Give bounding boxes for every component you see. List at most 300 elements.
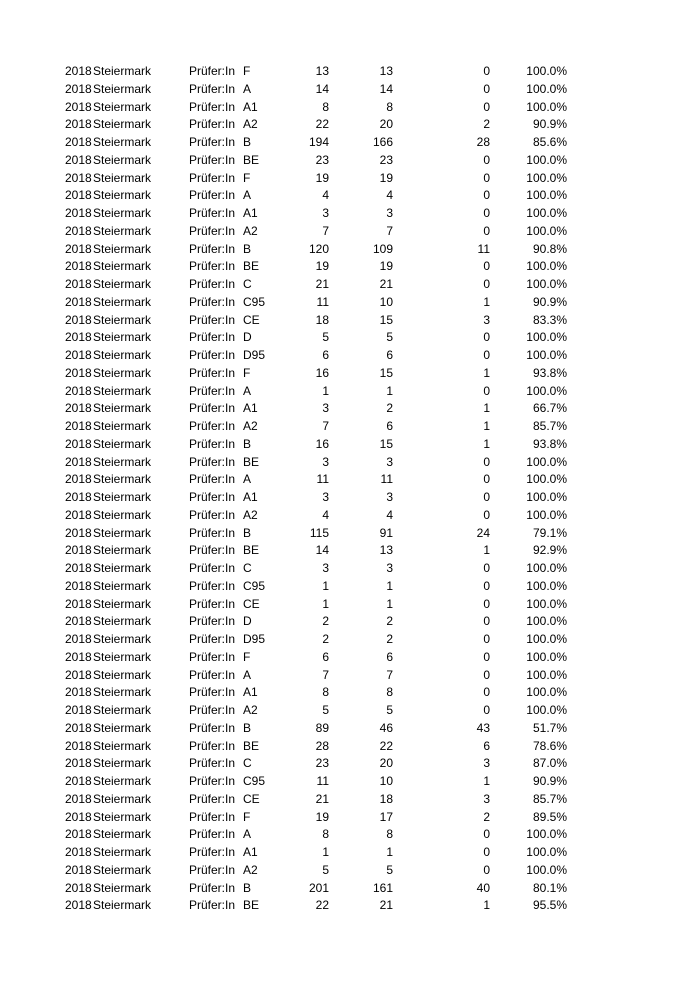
cell-year: 2018 (65, 703, 92, 717)
table-row (0, 347, 700, 365)
cell-failed: 0 (483, 472, 490, 487)
cell-rate: 83.3% (532, 312, 567, 327)
cell-year: 2018 (65, 845, 92, 859)
cell-license-class: A (243, 81, 252, 96)
cell-year: 2018 (65, 472, 92, 487)
table-row (0, 223, 700, 241)
cell-passed: 21 (379, 898, 393, 913)
cell-region: Steiermark (93, 756, 152, 771)
cell-role: Prüfer:In (189, 827, 236, 842)
cell-role: Prüfer:In (189, 99, 236, 114)
cell-rate: 100.0% (526, 667, 567, 682)
cell-license-class: CE (243, 596, 260, 611)
cell-region: Steiermark (93, 330, 152, 345)
cell-passed: 6 (386, 419, 393, 433)
cell-failed: 24 (476, 525, 490, 540)
cell-role: Prüfer:In (189, 223, 236, 238)
cell-rate: 100.0% (526, 578, 567, 593)
cell-rate: 79.1% (532, 525, 567, 540)
cell-failed: 0 (483, 223, 490, 238)
cell-role: Prüfer:In (189, 135, 236, 149)
cell-year: 2018 (65, 223, 92, 238)
cell-total: 7 (322, 419, 329, 433)
cell-license-class: A2 (243, 419, 258, 433)
cell-rate: 100.0% (526, 99, 567, 114)
cell-role: Prüfer:In (189, 845, 236, 859)
cell-role: Prüfer:In (189, 117, 236, 132)
cell-passed: 8 (386, 99, 393, 114)
cell-passed: 3 (386, 454, 393, 469)
cell-license-class: C (243, 756, 252, 771)
cell-total: 16 (315, 365, 329, 380)
cell-license-class: A1 (243, 99, 258, 114)
cell-license-class: B (243, 720, 252, 735)
cell-region: Steiermark (93, 685, 152, 700)
cell-year: 2018 (65, 312, 92, 327)
table-row (0, 81, 700, 99)
cell-failed: 0 (483, 507, 490, 522)
cell-region: Steiermark (93, 507, 152, 522)
cell-role: Prüfer:In (189, 383, 236, 398)
cell-failed: 0 (483, 454, 490, 469)
table-row (0, 489, 700, 507)
cell-license-class: B (243, 880, 252, 895)
cell-license-class: C95 (243, 774, 266, 788)
cell-role: Prüfer:In (189, 738, 236, 753)
cell-total: 115 (309, 525, 329, 540)
cell-region: Steiermark (93, 117, 152, 132)
cell-year: 2018 (65, 64, 92, 78)
cell-total: 16 (315, 436, 329, 451)
table-row (0, 418, 700, 436)
cell-license-class: BE (243, 898, 260, 913)
cell-role: Prüfer:In (189, 507, 236, 522)
table-row (0, 578, 700, 596)
cell-failed: 0 (483, 862, 490, 877)
cell-passed: 22 (379, 738, 393, 753)
cell-rate: 100.0% (526, 206, 567, 220)
cell-role: Prüfer:In (189, 525, 236, 540)
cell-year: 2018 (65, 330, 92, 345)
table-row (0, 170, 700, 188)
cell-region: Steiermark (93, 188, 152, 203)
table-row (0, 258, 700, 276)
cell-role: Prüfer:In (189, 454, 236, 469)
cell-region: Steiermark (93, 827, 152, 842)
cell-year: 2018 (65, 614, 92, 629)
cell-failed: 1 (483, 774, 490, 788)
cell-license-class: A (243, 188, 252, 203)
cell-rate: 100.0% (526, 703, 567, 717)
cell-license-class: D95 (243, 632, 266, 646)
cell-rate: 100.0% (526, 862, 567, 877)
cell-failed: 40 (476, 880, 490, 895)
cell-failed: 0 (483, 578, 490, 593)
cell-year: 2018 (65, 454, 92, 469)
table-row (0, 560, 700, 578)
cell-region: Steiermark (93, 436, 152, 451)
cell-year: 2018 (65, 419, 92, 433)
cell-rate: 66.7% (532, 401, 567, 416)
cell-rate: 100.0% (526, 472, 567, 487)
cell-year: 2018 (65, 206, 92, 220)
cell-role: Prüfer:In (189, 685, 236, 700)
cell-role: Prüfer:In (189, 294, 236, 309)
cell-passed: 7 (386, 667, 393, 682)
cell-region: Steiermark (93, 206, 152, 220)
cell-region: Steiermark (93, 543, 152, 558)
cell-failed: 0 (483, 649, 490, 664)
cell-year: 2018 (65, 774, 92, 788)
cell-region: Steiermark (93, 667, 152, 682)
cell-total: 8 (322, 827, 329, 842)
table-row (0, 844, 700, 862)
cell-region: Steiermark (93, 135, 152, 149)
cell-role: Prüfer:In (189, 401, 236, 416)
cell-rate: 100.0% (526, 64, 567, 78)
cell-role: Prüfer:In (189, 614, 236, 629)
cell-role: Prüfer:In (189, 64, 236, 78)
cell-license-class: A (243, 827, 252, 842)
cell-total: 14 (315, 543, 329, 558)
cell-failed: 2 (483, 117, 490, 132)
cell-role: Prüfer:In (189, 862, 236, 877)
cell-license-class: D (243, 330, 252, 345)
cell-passed: 10 (379, 294, 393, 309)
cell-passed: 5 (386, 703, 393, 717)
cell-failed: 1 (483, 436, 490, 451)
cell-license-class: BE (243, 152, 260, 167)
cell-role: Prüfer:In (189, 81, 236, 96)
cell-license-class: D95 (243, 348, 266, 362)
cell-role: Prüfer:In (189, 365, 236, 380)
table-row (0, 720, 700, 738)
cell-year: 2018 (65, 525, 92, 540)
cell-failed: 43 (476, 720, 490, 735)
cell-role: Prüfer:In (189, 703, 236, 717)
cell-failed: 0 (483, 490, 490, 504)
cell-role: Prüfer:In (189, 649, 236, 664)
cell-passed: 5 (386, 330, 393, 345)
table-row (0, 134, 700, 152)
cell-failed: 0 (483, 596, 490, 611)
cell-total: 23 (315, 756, 329, 771)
cell-rate: 90.9% (532, 117, 567, 132)
cell-role: Prüfer:In (189, 436, 236, 451)
cell-role: Prüfer:In (189, 791, 236, 806)
cell-failed: 11 (477, 241, 490, 256)
cell-role: Prüfer:In (189, 667, 236, 682)
cell-failed: 28 (476, 135, 490, 149)
cell-year: 2018 (65, 596, 92, 611)
cell-failed: 0 (483, 64, 490, 78)
table-row (0, 702, 700, 720)
cell-region: Steiermark (93, 152, 152, 167)
cell-total: 194 (308, 135, 329, 149)
cell-total: 3 (322, 401, 329, 416)
cell-rate: 80.1% (532, 880, 567, 895)
table-row (0, 738, 700, 756)
cell-role: Prüfer:In (189, 259, 236, 274)
table-row (0, 791, 700, 809)
table-row (0, 809, 700, 827)
cell-total: 14 (315, 81, 329, 96)
cell-license-class: F (243, 170, 251, 185)
cell-rate: 87.0% (532, 756, 567, 771)
cell-region: Steiermark (93, 490, 152, 504)
table-row (0, 187, 700, 205)
cell-year: 2018 (65, 827, 92, 842)
cell-rate: 100.0% (526, 223, 567, 238)
cell-license-class: B (243, 436, 252, 451)
cell-rate: 100.0% (526, 507, 567, 522)
cell-role: Prüfer:In (189, 472, 236, 487)
cell-passed: 14 (379, 81, 393, 96)
cell-rate: 90.9% (532, 294, 567, 309)
cell-failed: 1 (483, 365, 490, 380)
cell-total: 120 (308, 241, 329, 256)
cell-role: Prüfer:In (189, 206, 236, 220)
cell-total: 5 (322, 862, 329, 877)
cell-license-class: A1 (243, 401, 258, 416)
table-row (0, 649, 700, 667)
cell-rate: 90.8% (532, 241, 567, 256)
cell-license-class: BE (243, 738, 260, 753)
cell-failed: 6 (483, 738, 490, 753)
table-row (0, 880, 700, 898)
cell-license-class: A1 (243, 206, 258, 220)
cell-role: Prüfer:In (189, 898, 236, 913)
cell-region: Steiermark (93, 525, 152, 540)
cell-year: 2018 (65, 152, 92, 167)
cell-total: 8 (322, 685, 329, 700)
cell-passed: 10 (379, 774, 393, 788)
cell-role: Prüfer:In (189, 578, 236, 593)
cell-year: 2018 (65, 667, 92, 682)
cell-license-class: A2 (243, 507, 258, 522)
cell-rate: 100.0% (526, 561, 567, 575)
cell-license-class: C95 (243, 294, 266, 309)
cell-total: 21 (315, 277, 329, 291)
cell-passed: 4 (386, 188, 393, 203)
table-row (0, 116, 700, 134)
cell-passed: 17 (379, 809, 393, 824)
cell-passed: 6 (386, 649, 393, 664)
cell-year: 2018 (65, 117, 92, 132)
cell-failed: 0 (483, 383, 490, 398)
cell-year: 2018 (65, 649, 92, 664)
table-row (0, 276, 700, 294)
cell-role: Prüfer:In (189, 632, 236, 646)
cell-role: Prüfer:In (189, 490, 236, 504)
table-row (0, 365, 700, 383)
cell-license-class: A1 (243, 685, 258, 700)
cell-year: 2018 (65, 348, 92, 362)
cell-rate: 93.8% (532, 436, 567, 451)
table-row (0, 241, 700, 259)
cell-license-class: CE (243, 791, 260, 806)
cell-role: Prüfer:In (189, 880, 236, 895)
cell-year: 2018 (65, 365, 92, 380)
cell-year: 2018 (65, 188, 92, 203)
cell-role: Prüfer:In (189, 152, 236, 167)
spreadsheet-table (0, 63, 700, 915)
cell-region: Steiermark (93, 294, 152, 309)
cell-total: 21 (315, 791, 329, 806)
cell-license-class: B (243, 241, 252, 256)
cell-year: 2018 (65, 401, 92, 416)
cell-year: 2018 (65, 135, 92, 149)
cell-total: 3 (322, 490, 329, 504)
cell-region: Steiermark (93, 365, 152, 380)
table-row (0, 400, 700, 418)
table-row (0, 755, 700, 773)
cell-year: 2018 (65, 259, 92, 274)
cell-total: 13 (315, 64, 329, 78)
cell-passed: 161 (372, 880, 393, 895)
cell-passed: 3 (386, 561, 393, 575)
cell-role: Prüfer:In (189, 348, 236, 362)
cell-failed: 0 (483, 685, 490, 700)
cell-passed: 2 (386, 632, 393, 646)
cell-rate: 100.0% (526, 277, 567, 291)
cell-total: 6 (322, 649, 329, 664)
table-row (0, 507, 700, 525)
cell-region: Steiermark (93, 99, 152, 114)
cell-total: 1 (322, 845, 329, 859)
cell-total: 201 (308, 880, 329, 895)
cell-total: 1 (322, 383, 329, 398)
cell-failed: 0 (483, 614, 490, 629)
cell-year: 2018 (65, 685, 92, 700)
cell-passed: 8 (386, 685, 393, 700)
cell-license-class: A (243, 667, 252, 682)
cell-passed: 7 (386, 223, 393, 238)
cell-license-class: BE (243, 454, 260, 469)
cell-rate: 51.7% (532, 720, 567, 735)
cell-region: Steiermark (93, 259, 152, 274)
table-row (0, 99, 700, 117)
table-row (0, 383, 700, 401)
cell-role: Prüfer:In (189, 756, 236, 771)
cell-region: Steiermark (93, 64, 152, 78)
cell-failed: 0 (483, 348, 490, 362)
cell-total: 3 (322, 561, 329, 575)
cell-rate: 100.0% (526, 259, 567, 274)
cell-total: 8 (322, 99, 329, 114)
cell-role: Prüfer:In (189, 720, 236, 735)
cell-role: Prüfer:In (189, 596, 236, 611)
cell-total: 7 (322, 667, 329, 682)
cell-failed: 0 (483, 188, 490, 203)
cell-failed: 3 (483, 312, 490, 327)
cell-rate: 100.0% (526, 383, 567, 398)
cell-passed: 6 (386, 348, 393, 362)
cell-license-class: F (243, 365, 251, 380)
cell-region: Steiermark (93, 81, 152, 96)
cell-license-class: A (243, 383, 252, 398)
table-row (0, 329, 700, 347)
table-row (0, 152, 700, 170)
cell-rate: 100.0% (526, 827, 567, 842)
table-row (0, 454, 700, 472)
cell-year: 2018 (65, 809, 92, 824)
cell-total: 6 (322, 348, 329, 362)
cell-passed: 1 (386, 578, 393, 593)
cell-region: Steiermark (93, 791, 152, 806)
cell-failed: 0 (483, 152, 490, 167)
cell-rate: 100.0% (526, 348, 567, 362)
table-row (0, 631, 700, 649)
cell-total: 11 (316, 472, 329, 487)
cell-region: Steiermark (93, 312, 152, 327)
cell-rate: 100.0% (526, 81, 567, 96)
cell-role: Prüfer:In (189, 241, 236, 256)
cell-role: Prüfer:In (189, 774, 236, 788)
cell-rate: 100.0% (526, 632, 567, 646)
cell-total: 28 (315, 738, 329, 753)
cell-passed: 11 (380, 472, 393, 487)
cell-total: 3 (322, 454, 329, 469)
cell-passed: 21 (379, 277, 393, 291)
cell-region: Steiermark (93, 170, 152, 185)
cell-license-class: B (243, 135, 252, 149)
table-row (0, 684, 700, 702)
cell-region: Steiermark (93, 720, 152, 735)
cell-year: 2018 (65, 294, 92, 309)
cell-total: 19 (315, 170, 329, 185)
table-row (0, 613, 700, 631)
cell-total: 11 (316, 774, 329, 788)
cell-region: Steiermark (93, 578, 152, 593)
cell-year: 2018 (65, 756, 92, 771)
cell-passed: 2 (386, 401, 393, 416)
cell-year: 2018 (65, 578, 92, 593)
cell-passed: 18 (379, 791, 393, 806)
cell-license-class: D (243, 614, 252, 629)
cell-role: Prüfer:In (189, 277, 236, 291)
cell-passed: 1 (386, 383, 393, 398)
cell-license-class: BE (243, 543, 260, 558)
cell-role: Prüfer:In (189, 188, 236, 203)
cell-failed: 0 (483, 632, 490, 646)
cell-rate: 85.6% (532, 135, 567, 149)
cell-role: Prüfer:In (189, 170, 236, 185)
cell-passed: 19 (379, 170, 393, 185)
cell-passed: 8 (386, 827, 393, 842)
cell-region: Steiermark (93, 596, 152, 611)
cell-total: 19 (315, 809, 329, 824)
cell-region: Steiermark (93, 632, 152, 646)
cell-region: Steiermark (93, 898, 152, 913)
cell-year: 2018 (65, 81, 92, 96)
cell-license-class: F (243, 649, 251, 664)
cell-failed: 1 (483, 294, 490, 309)
cell-region: Steiermark (93, 277, 152, 291)
cell-passed: 13 (379, 64, 393, 78)
cell-failed: 0 (483, 99, 490, 114)
cell-year: 2018 (65, 561, 92, 575)
cell-year: 2018 (65, 490, 92, 504)
cell-role: Prüfer:In (189, 809, 236, 824)
cell-total: 4 (322, 507, 329, 522)
cell-failed: 0 (483, 81, 490, 96)
cell-failed: 0 (483, 667, 490, 682)
cell-year: 2018 (65, 507, 92, 522)
cell-failed: 0 (483, 277, 490, 291)
cell-license-class: BE (243, 259, 260, 274)
cell-passed: 20 (379, 117, 393, 132)
